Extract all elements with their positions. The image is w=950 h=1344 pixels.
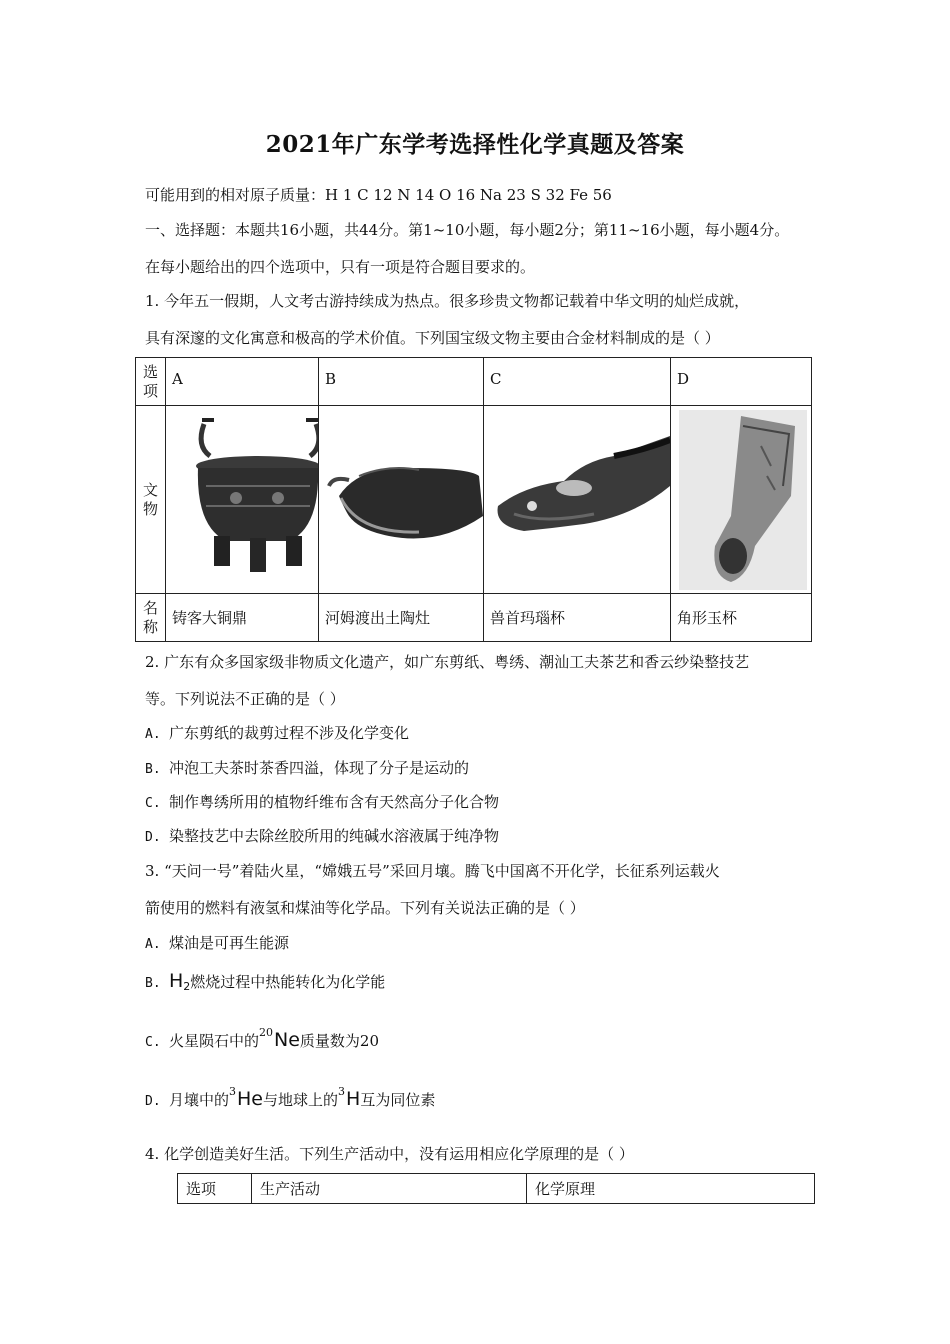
option-text-post: 质量数为20: [299, 1032, 380, 1050]
option-text-post: 互为同位素: [360, 1091, 436, 1109]
q3-option-b[interactable]: [145, 970, 385, 993]
q2-stem-line1: 2. 广东有众多国家级非物质文化遗产，如广东剪纸、粤绣、潮汕工夫茶艺和香云纱染整技艺: [145, 653, 750, 671]
row-head-option: 选项: [136, 358, 166, 406]
q2-option-d[interactable]: [145, 825, 499, 846]
q3-stem-line1: 3. “天问一号”着陆火星，“嫦娥五号”采回月壤。腾飞中国离不开化学，长征系列运载火: [145, 862, 720, 880]
q4-stem: 4. 化学创造美好生活。下列生产活动中，没有运用相应化学原理的是（ ）: [145, 1145, 634, 1163]
q1-stem-line2: 具有深邃的文化寓意和极高的学术价值。下列国宝级文物主要由合金材料制成的是（ ）: [145, 329, 720, 347]
atomic-masses-line: 可能用到的相对原子质量：H 1 C 12 N 14 O 16 Na 23 S 32 Fe 56: [145, 186, 612, 204]
q4-header-principle: 化学原理: [527, 1174, 815, 1204]
option-label: A.: [145, 937, 161, 952]
option-a-header: A: [166, 358, 319, 406]
artifact-name-b: 河姆渡出土陶灶: [319, 594, 484, 642]
option-text: 染整技艺中去除丝胶所用的纯碱水溶液属于纯净物: [169, 827, 500, 845]
option-text: 制作粤绣所用的植物纤维布含有天然高分子化合物: [169, 793, 500, 811]
row-head-artifact: 文物: [136, 406, 166, 594]
formula-he: He: [237, 1088, 263, 1110]
option-text-pre: 月壤中的: [169, 1091, 230, 1109]
formula-h2: $H_2$: [169, 970, 191, 993]
option-text: 冲泡工夫茶时茶香四溢，体现了分子是运动的: [169, 759, 470, 777]
q2-stem-line2: 等。下列说法不正确的是（ ）: [145, 690, 345, 708]
q3-stem-line2: 箭使用的燃料有液氢和煤油等化学品。下列有关说法正确的是（ ）: [145, 899, 585, 917]
formula-h: H: [346, 1088, 361, 1110]
section-instructions-line1: 一、选择题：本题共16小题，共44分。第1~10小题，每小题2分；第11~16小题，每小题4分。: [145, 221, 790, 239]
artifact-name-a: 铸客大铜鼎: [166, 594, 319, 642]
jade-cup-image: [671, 406, 812, 594]
artifact-name-d: 角形玉杯: [671, 594, 812, 642]
option-label: B.: [145, 976, 161, 991]
option-label: D.: [145, 1094, 161, 1109]
option-label: B.: [145, 762, 161, 777]
option-text: 广东剪纸的裁剪过程不涉及化学变化: [169, 724, 410, 742]
q3-option-a[interactable]: [145, 932, 289, 953]
bronze-ding-image: [166, 406, 319, 594]
page-title: 2021年广东学考选择性化学真题及答案: [265, 131, 685, 158]
mass-number-h: 3: [338, 1085, 346, 1098]
q4-header-option: 选项: [178, 1174, 252, 1204]
q3-option-d[interactable]: [145, 1085, 435, 1110]
q2-option-a[interactable]: [145, 722, 409, 743]
row-head-name: 名称: [136, 594, 166, 642]
option-label: C.: [145, 796, 161, 811]
section-instructions-line2: 在每小题给出的四个选项中，只有一项是符合题目要求的。: [145, 258, 536, 276]
agate-cup-image: [484, 406, 671, 594]
option-label: C.: [145, 1035, 161, 1050]
option-text: 燃烧过程中热能转化为化学能: [190, 973, 386, 991]
q3-option-c[interactable]: [145, 1026, 379, 1051]
pottery-stove-image: [319, 406, 484, 594]
mass-number-he: 3: [229, 1085, 237, 1098]
q2-option-c[interactable]: [145, 791, 499, 812]
q1-artifact-table: [135, 357, 812, 642]
q1-stem-line1: 1. 今年五一假期，人文考古游持续成为热点。很多珍贵文物都记载着中华文明的灿烂成就，: [145, 292, 750, 310]
mass-number: 20: [259, 1026, 274, 1039]
q4-header-activity: 生产活动: [252, 1174, 527, 1204]
option-b-header: B: [319, 358, 484, 406]
artifact-name-c: 兽首玛瑙杯: [484, 594, 671, 642]
option-label: A.: [145, 727, 161, 742]
option-label: D.: [145, 830, 161, 845]
option-d-header: D: [671, 358, 812, 406]
option-text-mid: 与地球上的: [263, 1091, 339, 1109]
option-text: 煤油是可再生能源: [169, 934, 290, 952]
q4-table: [177, 1173, 815, 1204]
formula-ne: Ne: [274, 1029, 300, 1051]
option-c-header: C: [484, 358, 671, 406]
q2-option-b[interactable]: [145, 757, 469, 778]
option-text-pre: 火星陨石中的: [169, 1032, 260, 1050]
